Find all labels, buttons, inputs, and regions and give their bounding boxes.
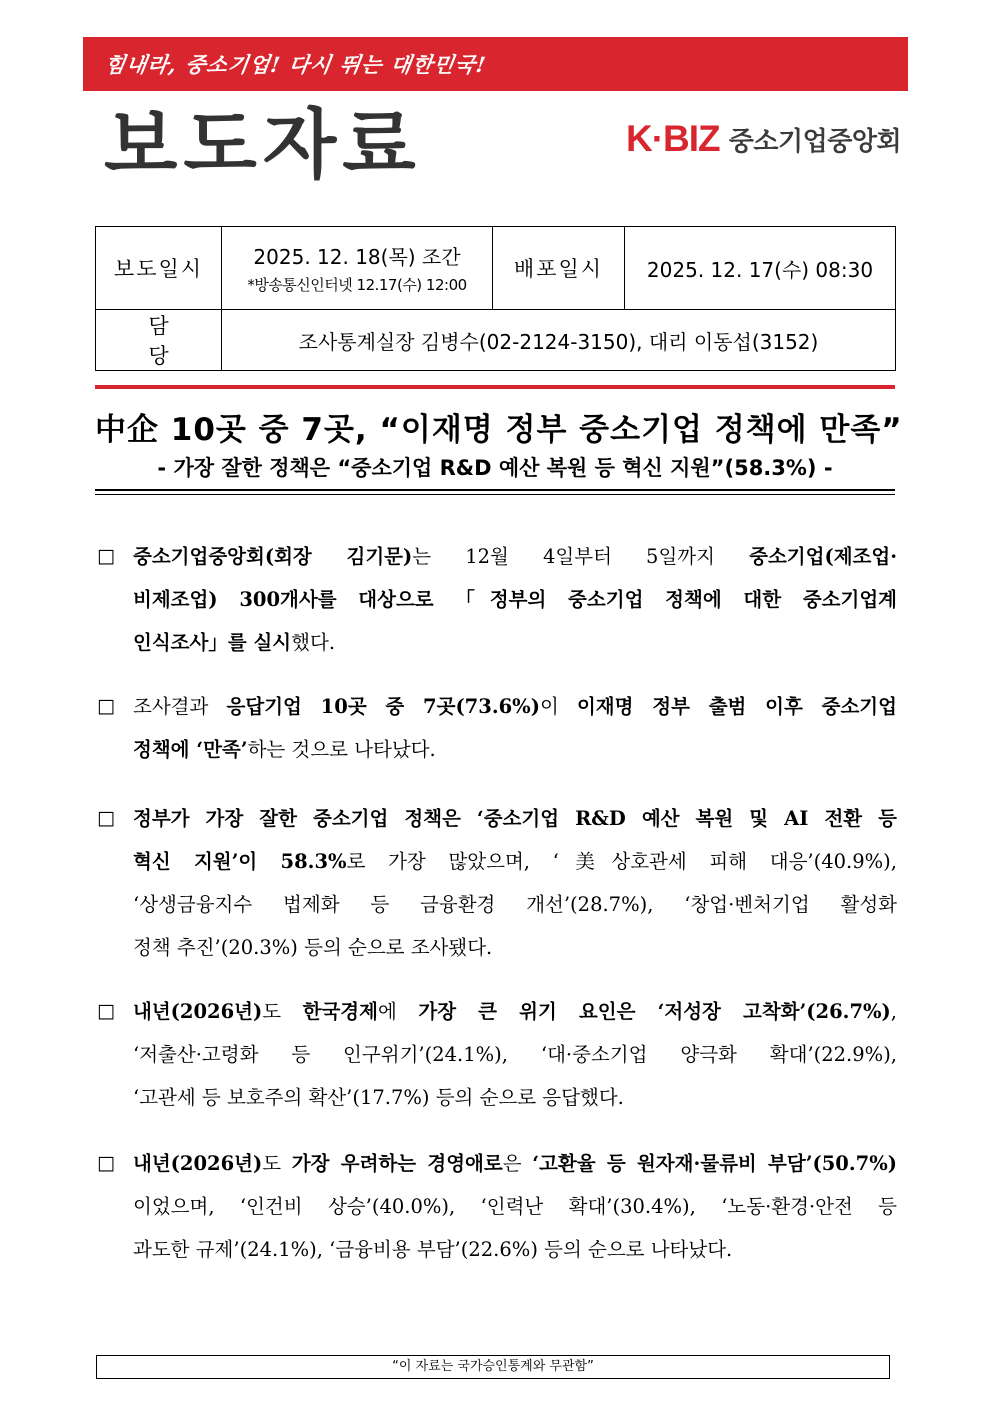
bullet-box-icon: □	[97, 695, 115, 717]
contact-value: 조사통계실장 김병수(02-2124-3150), 대리 이동섭(3152)	[222, 310, 896, 371]
distribution-date-label: 배포일시	[493, 227, 625, 310]
release-date-text: 2025. 12. 18(목) 조간	[253, 245, 461, 269]
brand-logo	[626, 118, 901, 158]
contact-label: 담당	[96, 310, 222, 371]
paragraph-line: 내년(2026년)도 가장 우려하는 경영애로은 ‘고환율 등 원자재·물류비 부담’(50.7%)	[133, 1152, 897, 1175]
bullet-box-icon: □	[97, 1000, 115, 1022]
bullet-box-icon: □	[97, 807, 115, 829]
paragraph-line: 내년(2026년)도 한국경제에 가장 큰 위기 요인은 ‘저성장 고착화’(26.7%),	[133, 1000, 897, 1023]
paragraph-line: 인식조사」를 실시했다.	[133, 631, 336, 654]
paragraph-line: 중소기업중앙회(회장 김기문)는 12월 4일부터 5일까지 중소기업(제조업·	[133, 545, 897, 568]
header-banner	[83, 37, 908, 91]
release-date-value	[222, 227, 493, 310]
red-divider	[95, 385, 895, 389]
release-info-table	[95, 226, 896, 371]
divider-thick	[95, 489, 895, 491]
paragraph-1	[97, 535, 897, 664]
paragraph-4	[97, 990, 897, 1119]
paragraph-line: ‘상생금융지수 법제화 등 금융환경 개선’(28.7%), ‘창업·벤처기업 활성화	[133, 893, 897, 916]
release-date-label: 보도일시	[96, 227, 222, 310]
document-title: 보도자료	[104, 100, 422, 189]
paragraph-line: 혁신 지원’이 58.3%로 가장 많았으며, ‘美상호관세 피해 대응’(40.9%),	[133, 850, 897, 873]
paragraph-line: 이었으며, ‘인건비 상승’(40.0%), ‘인력난 확대’(30.4%), ‘노동·환경·안전 등	[133, 1195, 897, 1218]
paragraph-line: 조사결과 응답기업 10곳 중 7곳(73.6%)이 이재명 정부 출범 이후 중소기업	[133, 695, 897, 718]
paragraph-line: 정책 추진’(20.3%) 등의 순으로 조사됐다.	[133, 936, 493, 959]
release-date-note: *방송통신인터넷 12.17(수) 12:00	[247, 276, 467, 294]
paragraph-line: ‘고관세 등 보호주의 확산’(17.7%) 등의 순으로 응답했다.	[133, 1086, 624, 1109]
kbiz-logo-icon: K·BIZ	[626, 118, 720, 159]
footer-disclaimer: “이 자료는 국가승인통계와 무관함”	[96, 1355, 890, 1379]
paragraph-3	[97, 797, 897, 969]
banner-slogan: 힘내라, 중소기업! 다시 뛰는 대한민국!	[103, 52, 488, 77]
paragraph-line: 비제조업) 300개사를 대상으로 「정부의 중소기업 정책에 대한 중소기업계	[133, 588, 897, 611]
brand-name: 중소기업중앙회	[728, 126, 902, 157]
divider-thin	[95, 494, 895, 495]
paragraph-line: ‘저출산·고령화 등 인구위기’(24.1%), ‘대·중소기업 양극화 확대’(22.9%),	[133, 1043, 897, 1066]
paragraph-2	[97, 685, 897, 771]
bullet-box-icon: □	[97, 545, 115, 567]
paragraph-line: 정부가 가장 잘한 중소기업 정책은 ‘중소기업 R&D 예산 복원 및 AI 전환 등	[133, 807, 897, 830]
paragraph-line: 정책에 ‘만족’하는 것으로 나타났다.	[133, 738, 436, 761]
paragraph-5	[97, 1142, 897, 1271]
paragraph-line: 과도한 규제’(24.1%), ‘금융비용 부담’(22.6%) 등의 순으로 나타났다.	[133, 1238, 733, 1261]
bullet-box-icon: □	[97, 1152, 115, 1174]
distribution-date-value: 2025. 12. 17(수) 08:30	[625, 227, 896, 310]
subheadline: - 가장 잘한 정책은 “중소기업 R&D 예산 복원 등 혁신 지원”(58.3%) -	[157, 456, 833, 480]
headline: 中企 10곳 중 7곳, “이재명 정부 중소기업 정책에 만족”	[95, 412, 903, 448]
